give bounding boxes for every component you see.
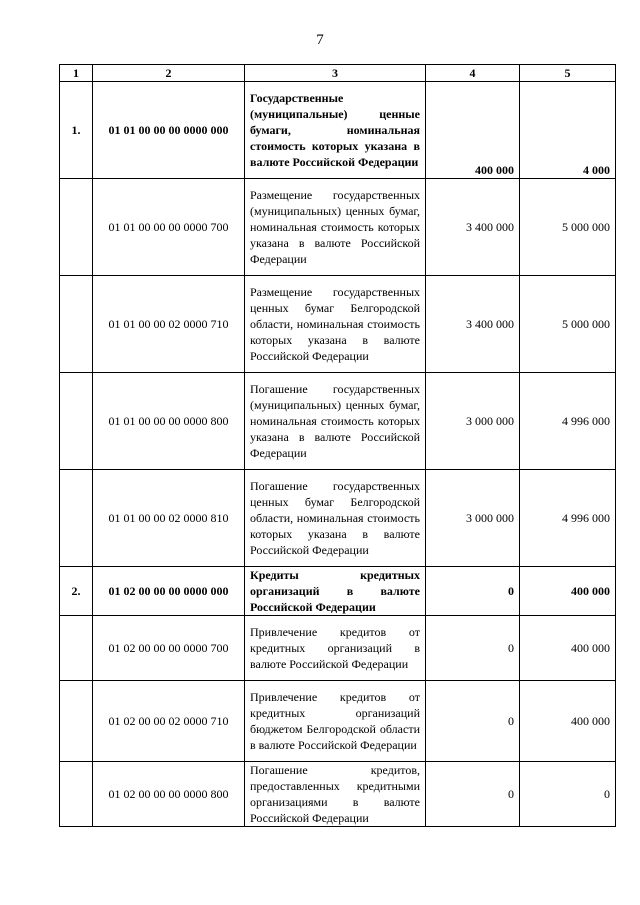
row-number [60, 762, 93, 827]
budget-code: 01 01 00 00 00 0000 800 [93, 373, 245, 470]
source-name: Размещение государственных ценных бумаг Белгородской области, номинальная стоимость которых указана в валюте Российской Федерации [245, 276, 426, 373]
table-row [60, 179, 616, 276]
table-body [60, 82, 616, 827]
source-name: Привлечение кредитов от кредитных организаций в валюте Российской Федерации [245, 616, 426, 681]
amount-col-4: 0 [426, 567, 520, 616]
table-header-row [60, 65, 616, 82]
table-row [60, 276, 616, 373]
header-col-3: 3 [245, 65, 426, 82]
amount-col-4: 3 000 000 [426, 373, 520, 470]
amount-col-4: 400 000 [426, 82, 520, 179]
amount-col-5: 400 000 [520, 616, 616, 681]
amount-col-4: 0 [426, 681, 520, 762]
budget-code: 01 02 00 00 02 0000 710 [93, 681, 245, 762]
table-row [60, 470, 616, 567]
source-name: Погашение государственных ценных бумаг Белгородской области, номинальная стоимость которых указана в валюте Российской Федерации [245, 470, 426, 567]
budget-code: 01 01 00 00 00 0000 000 [93, 82, 245, 179]
row-number: 2. [60, 567, 93, 616]
amount-col-4: 3 400 000 [426, 179, 520, 276]
amount-col-5: 5 000 000 [520, 179, 616, 276]
header-col-2: 2 [93, 65, 245, 82]
amount-col-5: 4 996 000 [520, 470, 616, 567]
row-number [60, 681, 93, 762]
header-col-5: 5 [520, 65, 616, 82]
budget-code: 01 01 00 00 02 0000 710 [93, 276, 245, 373]
source-name: Погашение государственных (муниципальных) ценных бумаг, номинальная стоимость которых указана в валюте Российской Федерации [245, 373, 426, 470]
header-col-1: 1 [60, 65, 93, 82]
header-col-4: 4 [426, 65, 520, 82]
amount-col-4: 0 [426, 762, 520, 827]
source-name: Государственные (муниципальные) ценные бумаги, номинальная стоимость которых указана в валюте Российской Федерации [245, 82, 426, 179]
budget-code: 01 01 00 00 02 0000 810 [93, 470, 245, 567]
table-row [60, 82, 616, 179]
source-name: Кредиты кредитных организаций в валюте Российской Федерации [245, 567, 426, 616]
table-row [60, 616, 616, 681]
table-row [60, 762, 616, 827]
page-number: 7 [316, 32, 324, 48]
row-number [60, 373, 93, 470]
source-name: Размещение государственных (муниципальных) ценных бумаг, номинальная стоимость которых указана в валюте Российской Федерации [245, 179, 426, 276]
budget-code: 01 02 00 00 00 0000 000 [93, 567, 245, 616]
table-row [60, 681, 616, 762]
amount-col-4: 0 [426, 616, 520, 681]
amount-col-5: 400 000 [520, 681, 616, 762]
amount-col-5: 400 000 [520, 567, 616, 616]
source-name: Погашение кредитов, предоставленных кредитными организациями в валюте Российской Федерации [245, 762, 426, 827]
budget-code: 01 01 00 00 00 0000 700 [93, 179, 245, 276]
sources-financing-table [59, 64, 616, 827]
table-row [60, 373, 616, 470]
table-row [60, 567, 616, 616]
amount-col-4: 3 000 000 [426, 470, 520, 567]
row-number [60, 276, 93, 373]
budget-code: 01 02 00 00 00 0000 700 [93, 616, 245, 681]
amount-col-5: 4 000 [520, 82, 616, 179]
row-number [60, 179, 93, 276]
source-name: Привлечение кредитов от кредитных организаций бюджетом Белгородской области в валюте Российской Федерации [245, 681, 426, 762]
amount-col-5: 5 000 000 [520, 276, 616, 373]
budget-code: 01 02 00 00 00 0000 800 [93, 762, 245, 827]
amount-col-5: 0 [520, 762, 616, 827]
amount-col-4: 3 400 000 [426, 276, 520, 373]
amount-col-5: 4 996 000 [520, 373, 616, 470]
row-number [60, 470, 93, 567]
row-number [60, 616, 93, 681]
row-number: 1. [60, 82, 93, 179]
